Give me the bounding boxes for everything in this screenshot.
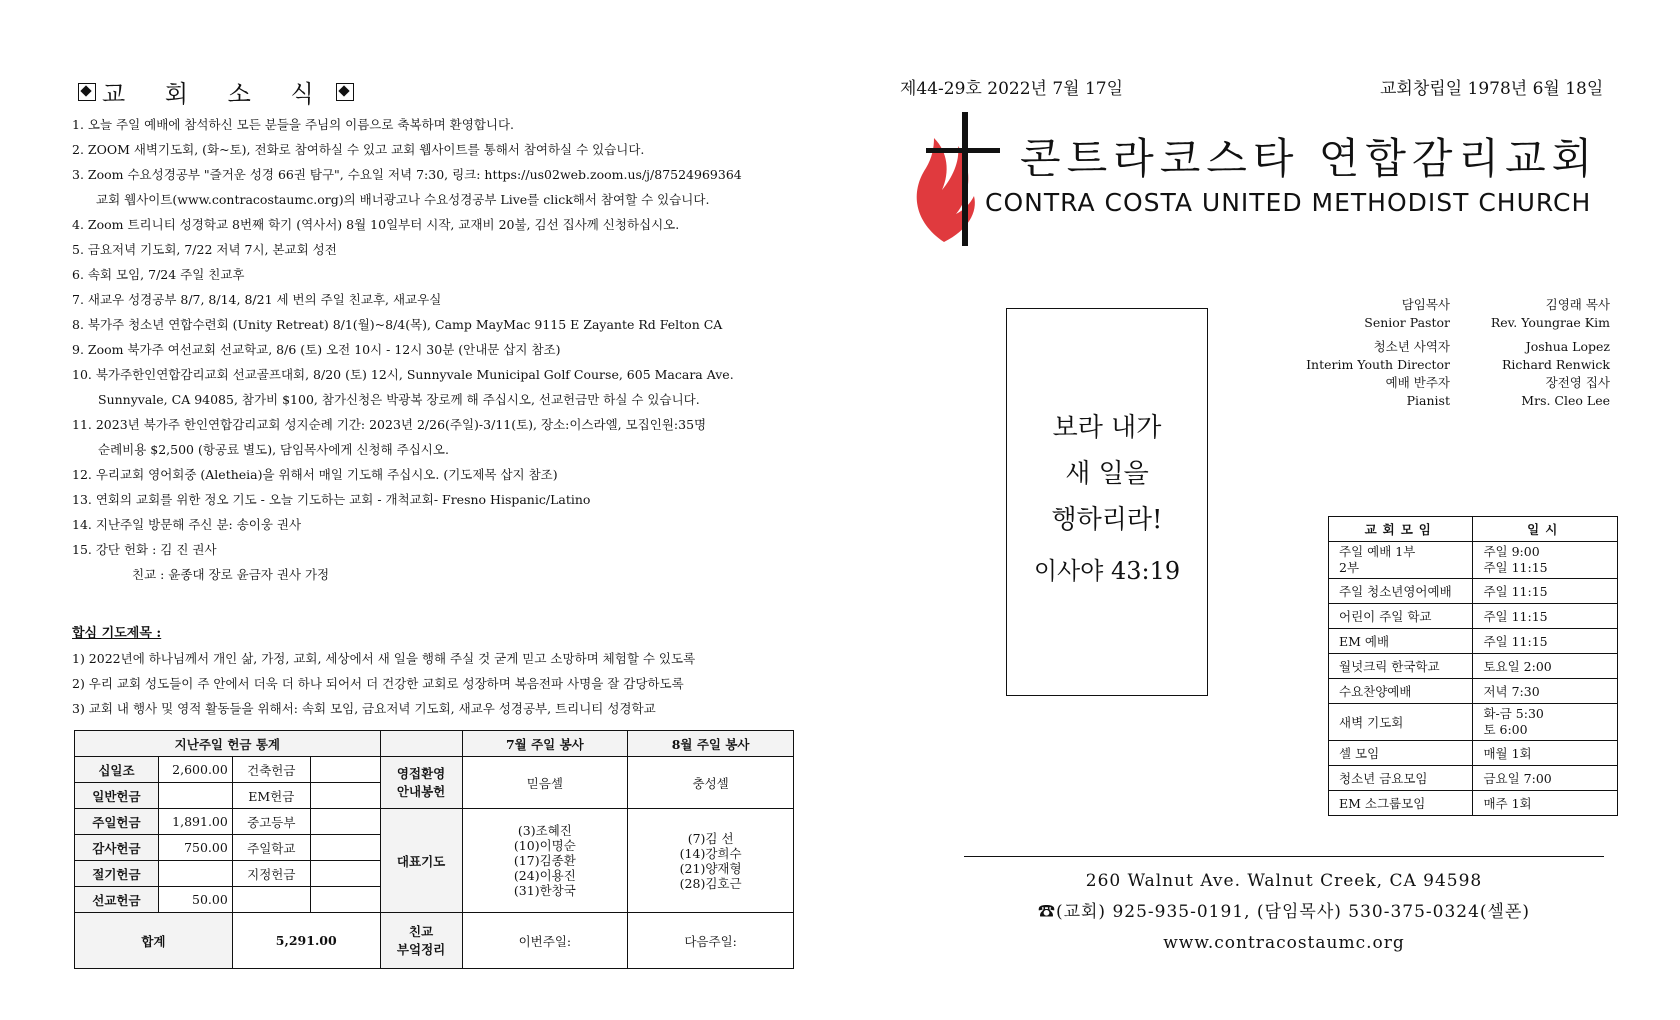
phone-numbers: ☎(교회) 925-935-0191, (담임목사) 530-375-0324(셀폰): [1037, 902, 1531, 922]
news-item: 7. 새교우 성경공부 8/7, 8/14, 8/21 세 번의 주일 친교후, 새교우실: [72, 292, 442, 307]
prayer-leaders-aug: (7)김 선 (14)강희수 (21)양재형 (28)김호근: [628, 809, 794, 913]
issue-date: 제44-29호 2022년 7월 17일: [900, 79, 1124, 99]
welcome-label: 영접환영 안내봉헌: [380, 757, 462, 809]
news-item: 9. Zoom 북가주 여선교회 선교학교, 8/6 (토) 오전 10시 - 12시 30분 (안내문 삽지 참조): [72, 342, 561, 357]
july-service-header: 7월 주일 봉사: [462, 731, 628, 757]
staff-name: Richard Renwick: [1502, 357, 1610, 372]
news-item: 2. ZOOM 새벽기도회, (화~토), 전화로 참여하실 수 있고 교회 웹사이트를 통해서 참여하실 수 있습니다.: [72, 142, 645, 157]
staff-role: 담임목사: [1401, 297, 1450, 312]
staff-name: 장전영 집사: [1545, 375, 1610, 390]
meeting-name: 셀 모임: [1329, 741, 1473, 766]
fellowship-aug: 다음주일:: [628, 913, 794, 969]
offering-label: 절기헌금: [75, 861, 159, 887]
meeting-time: 주일 11:15: [1473, 604, 1618, 629]
verse-line: 행하리라!: [1051, 505, 1163, 535]
welcome-aug: 충성셀: [628, 757, 794, 809]
staff-row: [1290, 338, 1610, 356]
staff-role: Senior Pastor: [1364, 315, 1450, 330]
prayer-item: 1) 2022년에 하나님께서 개인 삶, 가정, 교회, 세상에서 새 일을 행해 주실 것 굳게 믿고 소망하며 체험할 수 있도록: [72, 651, 696, 666]
news-item: 4. Zoom 트리니티 성경학교 8번째 학기 (역사서) 8월 10일부터 시작, 교재비 20불, 김선 집사께 신청하십시오.: [72, 217, 680, 232]
church-name-english: CONTRA COSTA UNITED METHODIST CHURCH: [985, 188, 1592, 217]
news-item: Sunnyvale, CA 94085, 참가비 $100, 참가신청은 박광복 장로께 해 주십시오, 선교헌금만 하실 수 있습니다.: [98, 392, 700, 407]
staff-role: Pianist: [1406, 393, 1450, 408]
meeting-time: 매월 1회: [1473, 741, 1618, 766]
meeting-name: EM 소그룹모임: [1329, 791, 1473, 816]
staff-row: [1290, 392, 1610, 410]
staff-name: 김영래 목사: [1545, 297, 1610, 312]
offering-amount2: [310, 783, 380, 809]
street-address: 260 Walnut Ave. Walnut Creek, CA 94598: [1085, 871, 1483, 891]
news-item: 8. 북가주 청소년 연합수련회 (Unity Retreat) 8/1(월)~8/4(목), Camp MayMac 9115 E Zayante Rd Felton CA: [72, 317, 723, 332]
address-block: [964, 866, 1604, 959]
staff-role: 청소년 사역자: [1373, 339, 1450, 354]
news-item: 10. 북가주한인연합감리교회 선교골프대회, 8/20 (토) 12시, Sunnyvale Municipal Golf Course, 605 Macara Ave.: [72, 367, 734, 382]
offering-amount: 1,891.00: [158, 809, 232, 835]
diamond-icon: [336, 83, 354, 101]
prayer-item: 2) 우리 교회 성도들이 주 안에서 더욱 더 하나 되어서 더 건강한 교회로 성장하며 복음전파 사명을 잘 감당하도록: [72, 676, 684, 691]
offering-label2: 건축헌금: [232, 757, 310, 783]
meeting-name: 주일 청소년영어예배: [1329, 579, 1473, 604]
offering-service-table: [74, 730, 794, 969]
offering-amount2: [310, 887, 380, 913]
welcome-july: 믿음셀: [462, 757, 628, 809]
prayer-list: [72, 646, 695, 721]
cross-flame-logo: [904, 110, 1000, 254]
offering-label2: [232, 887, 310, 913]
empty-header: [380, 731, 462, 757]
meeting-name: EM 예배: [1329, 629, 1473, 654]
staff-row: [1290, 314, 1610, 332]
meeting-time: 토요일 2:00: [1473, 654, 1618, 679]
meeting-name: 새벽 기도회: [1329, 704, 1473, 741]
fellowship-label: 친교 부엌정리: [380, 913, 462, 969]
website-link[interactable]: www.contracostaumc.org: [1163, 933, 1405, 953]
meeting-time: 금요일 7:00: [1473, 766, 1618, 791]
cross-flame-icon: [904, 110, 1000, 250]
meeting-time: 화-금 5:30 토 6:00: [1473, 704, 1618, 741]
news-item: 교회 웹사이트(www.contracostaumc.org)의 배너광고나 수요성경공부 Live를 click해서 참여할 수 있습니다.: [96, 192, 710, 207]
staff-list: [1290, 296, 1610, 410]
news-item: 13. 연회의 교회를 위한 정오 기도 - 오늘 기도하는 교회 - 개척교회- Fresno Hispanic/Latino: [72, 492, 591, 507]
offering-label: 감사헌금: [75, 835, 159, 861]
meeting-name: 청소년 금요모임: [1329, 766, 1473, 791]
news-item: 친교 : 윤종대 장로 윤금자 권사 가정: [132, 567, 330, 582]
offering-label2: EM헌금: [232, 783, 310, 809]
news-item: 순례비용 $2,500 (항공료 별도), 담임목사에게 신청해 주십시오.: [98, 442, 449, 457]
meeting-time: 주일 11:15: [1473, 579, 1618, 604]
news-item: 5. 금요저녁 기도회, 7/22 저녁 7시, 본교회 성전: [72, 242, 337, 257]
offering-total-label: 합계: [75, 913, 233, 969]
meeting-time: 주일 11:15: [1473, 629, 1618, 654]
prayer-leader-label: 대표기도: [380, 809, 462, 913]
offering-label: 일반헌금: [75, 783, 159, 809]
meeting-name: 수요찬양예배: [1329, 679, 1473, 704]
founded-date: 교회창립일 1978년 6월 18일: [1380, 79, 1604, 99]
offering-amount: [158, 783, 232, 809]
news-item: 1. 오늘 주일 예배에 참석하신 모든 분들을 주님의 이름으로 축복하며 환영합니다.: [72, 117, 515, 132]
verse-reference: 이사야 43:19: [1033, 557, 1181, 585]
offering-amount: 750.00: [158, 835, 232, 861]
prayer-item: 3) 교회 내 행사 및 영적 활동들을 위해서: 속회 모임, 금요저녁 기도회, 새교우 성경공부, 트리니티 성경학교: [72, 701, 656, 716]
meetings-header-time: 일시: [1473, 517, 1618, 542]
address-divider: [964, 856, 1604, 857]
staff-row: [1290, 296, 1610, 314]
prayer-title: 합심 기도제목 :: [72, 626, 162, 641]
staff-role: Interim Youth Director: [1306, 357, 1450, 372]
offering-label2: 지정헌금: [232, 861, 310, 887]
offering-amount: 2,600.00: [158, 757, 232, 783]
meetings-table: [1328, 516, 1618, 816]
staff-row: [1290, 356, 1610, 374]
news-item: 14. 지난주일 방문해 주신 분: 송이웅 권사: [72, 517, 302, 532]
offering-header: 지난주일 헌금 통계: [75, 731, 381, 757]
offering-amount2: [310, 809, 380, 835]
aug-service-header: 8월 주일 봉사: [628, 731, 794, 757]
news-list: [72, 112, 792, 587]
offering-label2: 주일학교: [232, 835, 310, 861]
staff-name: Rev. Youngrae Kim: [1490, 315, 1610, 330]
offering-label: 주일헌금: [75, 809, 159, 835]
offering-amount2: [310, 861, 380, 887]
staff-name: Mrs. Cleo Lee: [1521, 393, 1610, 408]
fellowship-july: 이번주일:: [462, 913, 628, 969]
verse-box: [1006, 308, 1208, 696]
offering-amount: [158, 861, 232, 887]
meeting-name: 주일 예배 1부 2부: [1329, 542, 1473, 579]
news-title: [72, 74, 360, 109]
news-item: 3. Zoom 수요성경공부 "즐거운 성경 66권 탐구", 수요일 저녁 7:30, 링크: https://us02web.zoom.us/j/87524969364: [72, 167, 742, 182]
staff-row: [1290, 374, 1610, 392]
news-item: 12. 우리교회 영어회중 (Aletheia)을 위해서 매일 기도해 주십시오. (기도제목 삽지 참조): [72, 467, 558, 482]
offering-amount2: [310, 757, 380, 783]
diamond-icon: [78, 83, 96, 101]
offering-amount: 50.00: [158, 887, 232, 913]
news-title-text: 교 회 소 식: [102, 80, 330, 108]
offering-amount2: [310, 835, 380, 861]
meeting-time: 저녁 7:30: [1473, 679, 1618, 704]
news-item: 11. 2023년 북가주 한인연합감리교회 성지순례 기간: 2023년 2/26(주일)-3/11(토), 장소:이스라엘, 모집인원:35명: [72, 417, 707, 432]
meeting-time: 주일 9:00 주일 11:15: [1473, 542, 1618, 579]
meeting-time: 매주 1회: [1473, 791, 1618, 816]
offering-label2: 중고등부: [232, 809, 310, 835]
staff-role: 예배 반주자: [1385, 375, 1450, 390]
news-item: 15. 강단 헌화 : 김 진 권사: [72, 542, 217, 557]
offering-label: 십일조: [75, 757, 159, 783]
verse-line: 새 일을: [1065, 459, 1149, 489]
staff-name: Joshua Lopez: [1525, 339, 1610, 354]
offering-label: 선교헌금: [75, 887, 159, 913]
offering-total-value: 5,291.00: [232, 913, 380, 969]
meeting-name: 어린이 주일 학교: [1329, 604, 1473, 629]
prayer-leaders-july: (3)조혜진 (10)이명순 (17)김종환 (24)이용진 (31)한창국: [462, 809, 628, 913]
verse-line: 보라 내가: [1052, 413, 1162, 443]
meetings-header-name: 교회모임: [1329, 517, 1473, 542]
church-name-korean: 콘트라코스타 연합감리교회: [1020, 134, 1599, 183]
meeting-name: 월넛크릭 한국학교: [1329, 654, 1473, 679]
news-item: 6. 속회 모임, 7/24 주일 친교후: [72, 267, 245, 282]
